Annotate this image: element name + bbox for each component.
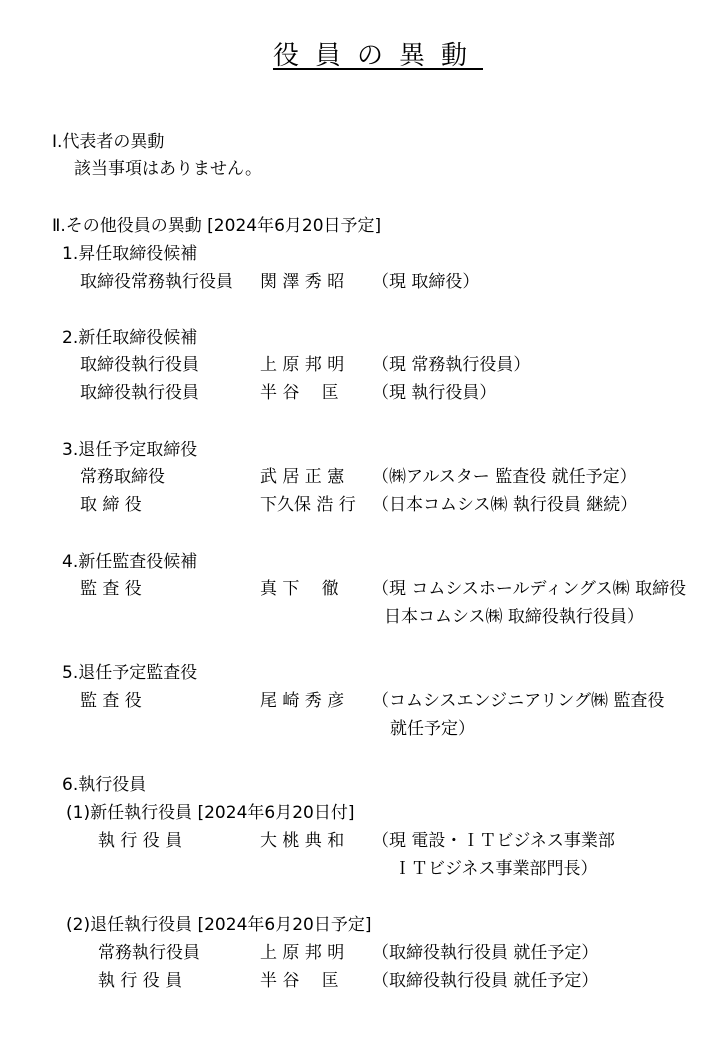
officer-role: 常務執行役員 bbox=[98, 943, 200, 963]
sub-6-heading: 6.執行役員 bbox=[62, 775, 147, 795]
officer-note: （現 執行役員） bbox=[372, 383, 497, 403]
page-title: 役員の異動 bbox=[272, 41, 483, 71]
officer-role: 取締役常務執行役員 bbox=[80, 272, 233, 292]
section-2-heading: Ⅱ.その他役員の異動 [2024年6月20日予定] bbox=[52, 216, 382, 236]
officer-note-cont: ＩＴビジネス事業部門長） bbox=[394, 859, 598, 879]
officer-note: （㈱アルスター 監査役 就任予定） bbox=[372, 467, 637, 487]
sub-3-heading: 3.退任予定取締役 bbox=[62, 440, 198, 460]
officer-note-cont: 就任予定） bbox=[390, 719, 475, 739]
officer-name: 尾 崎 秀 彦 bbox=[260, 691, 345, 711]
officer-name: 上 原 邦 明 bbox=[260, 943, 345, 963]
officer-name: 武 居 正 憲 bbox=[260, 467, 345, 487]
officer-note: （現 コムシスホールディングス㈱ 取締役 bbox=[372, 579, 687, 599]
section-1-heading: Ⅰ.代表者の異動 bbox=[52, 132, 165, 152]
officer-role: 取締役執行役員 bbox=[80, 383, 199, 403]
officer-role: 常務取締役 bbox=[80, 467, 165, 487]
officer-name: 半 谷 匡 bbox=[260, 971, 339, 991]
sub-2-heading: 2.新任取締役候補 bbox=[62, 328, 198, 348]
sub-4-heading: 4.新任監査役候補 bbox=[62, 552, 198, 572]
sub-1-heading: 1.昇任取締役候補 bbox=[62, 244, 198, 264]
officer-role: 執 行 役 員 bbox=[98, 971, 183, 991]
sub-6-part-2-heading: (2)退任執行役員 [2024年6月20日予定] bbox=[66, 915, 372, 935]
officer-note: （現 取締役） bbox=[372, 272, 480, 292]
officer-name: 上 原 邦 明 bbox=[260, 355, 345, 375]
officer-note: （コムシスエンジニアリング㈱ 監査役 bbox=[372, 691, 665, 711]
sub-5-heading: 5.退任予定監査役 bbox=[62, 663, 198, 683]
officer-note-cont: 日本コムシス㈱ 取締役執行役員） bbox=[384, 607, 644, 627]
sub-6-part-1-heading: (1)新任執行役員 [2024年6月20日付] bbox=[66, 803, 355, 823]
section-1-note: 該当事項はありません。 bbox=[74, 159, 263, 179]
officer-name: 関 澤 秀 昭 bbox=[260, 272, 345, 292]
officer-name: 下久保 浩 行 bbox=[260, 495, 356, 515]
officer-role: 監 査 役 bbox=[80, 579, 142, 599]
officer-note: （取締役執行役員 就任予定） bbox=[372, 971, 599, 991]
officer-name: 半 谷 匡 bbox=[260, 383, 339, 403]
officer-note: （現 常務執行役員） bbox=[372, 355, 531, 375]
officer-role: 取締役執行役員 bbox=[80, 355, 199, 375]
officer-note: （日本コムシス㈱ 執行役員 継続） bbox=[372, 495, 638, 515]
officer-role: 取 締 役 bbox=[80, 495, 142, 515]
officer-note: （取締役執行役員 就任予定） bbox=[372, 943, 599, 963]
officer-name: 真 下 徹 bbox=[260, 579, 339, 599]
officer-role: 監 査 役 bbox=[80, 691, 142, 711]
officer-note: （現 電設・ＩＴビジネス事業部 bbox=[372, 831, 615, 851]
officer-name: 大 桃 典 和 bbox=[260, 831, 345, 851]
officer-role: 執 行 役 員 bbox=[98, 831, 183, 851]
